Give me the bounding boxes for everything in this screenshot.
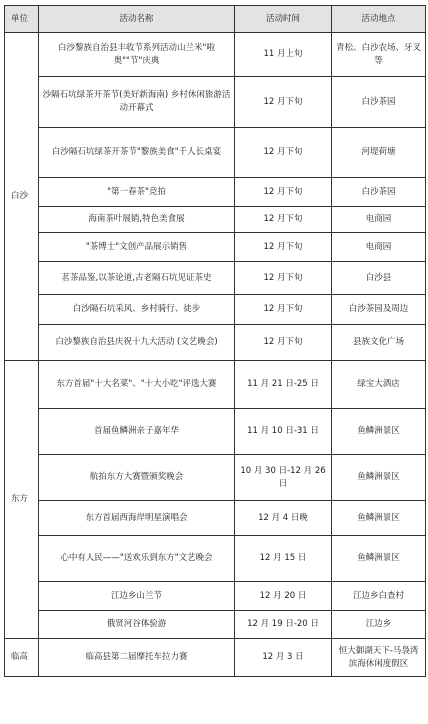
activity-name-cell: 航拍东方大赛暨颁奖晚会 [39, 455, 235, 501]
activity-name-cell: "茶博士"文创产品展示销售 [39, 233, 235, 262]
activity-name-cell: 心中有人民——"送欢乐到东方"文艺晚会 [39, 536, 235, 582]
activity-name-cell: 临高县第二届摩托车拉力赛 [39, 639, 235, 677]
activity-name-cell: 东方首届"十大名菜"、"十大小吃"评选大赛 [39, 361, 235, 409]
table-row [5, 501, 426, 536]
unit-cell-dongfang: 东方 [5, 361, 39, 639]
activity-time-cell: 12 月下旬 [235, 128, 332, 178]
table-row [5, 325, 426, 361]
activity-place-cell: 鱼鳞洲景区 [332, 455, 426, 501]
table-row [5, 233, 426, 262]
table-row [5, 178, 426, 207]
activity-place-cell: 鱼鳞洲景区 [332, 536, 426, 582]
activity-time-cell: 12 月下旬 [235, 178, 332, 207]
activity-time-cell: 12 月 20 日 [235, 582, 332, 611]
activity-name-cell: 茗茶品鉴,以茶论道,古老隔石坑见证茶史 [39, 262, 235, 295]
activity-time-cell: 12 月 15 日 [235, 536, 332, 582]
header-activity-time: 活动时间 [235, 6, 332, 33]
activity-place-cell: 电商园 [332, 207, 426, 233]
table-row [5, 361, 426, 409]
activity-place-cell: 白沙茶园 [332, 178, 426, 207]
activity-time-cell: 12 月下旬 [235, 295, 332, 325]
header-unit: 单位 [5, 6, 39, 33]
table-row [5, 409, 426, 455]
activity-name-cell: 江边乡山兰节 [39, 582, 235, 611]
activity-place-cell: 青松、白沙农场、牙叉等 [332, 33, 426, 77]
activity-time-cell: 12 月下旬 [235, 262, 332, 295]
table-row [5, 128, 426, 178]
activity-name-cell: 白沙隔石坑采风、乡村骑行、徒步 [39, 295, 235, 325]
activity-place-cell: 鱼鳞洲景区 [332, 409, 426, 455]
table-row [5, 207, 426, 233]
activity-name-cell: 白沙隔石坑绿茶开茶节"黎族美食"千人长桌宴 [39, 128, 235, 178]
activity-time-cell: 12 月 3 日 [235, 639, 332, 677]
table-row [5, 77, 426, 128]
table-row [5, 455, 426, 501]
unit-cell-lingao: 临高 [5, 639, 39, 677]
header-activity-place: 活动地点 [332, 6, 426, 33]
table-row [5, 33, 426, 77]
activity-place-cell: 绿宝大酒店 [332, 361, 426, 409]
activity-name-cell: 沙隔石坑绿茶开茶节(美好新海南) 乡村休闲旅游活动开幕式 [39, 77, 235, 128]
activity-time-cell: 12 月 19 日-20 日 [235, 611, 332, 639]
activity-place-cell: 白沙茶园及周边 [332, 295, 426, 325]
header-activity-name: 活动名称 [39, 6, 235, 33]
activity-time-cell: 12 月下旬 [235, 325, 332, 361]
activity-place-cell: 白沙茶园 [332, 77, 426, 128]
table-row [5, 262, 426, 295]
activity-schedule-table [4, 5, 426, 677]
activity-name-cell: 白沙黎族自治县丰收节系列活动山兰米"啦奥""节"庆典 [39, 33, 235, 77]
table-row [5, 639, 426, 677]
activity-time-cell: 12 月下旬 [235, 207, 332, 233]
activity-name-cell: 首届鱼鳞洲亲子嘉年华 [39, 409, 235, 455]
table-row [5, 611, 426, 639]
activity-time-cell: 11 月 10 日-31 日 [235, 409, 332, 455]
activity-name-cell: 俄贤河谷体验游 [39, 611, 235, 639]
activity-name-cell: 白沙黎族自治县庆祝十九大活动 (文艺晚会) [39, 325, 235, 361]
activity-name-cell: "第一春茶"竞拍 [39, 178, 235, 207]
activity-place-cell: 电商园 [332, 233, 426, 262]
activity-time-cell: 10 月 30 日-12 月 26 日 [235, 455, 332, 501]
activity-place-cell: 江边乡 [332, 611, 426, 639]
activity-place-cell: 白沙县 [332, 262, 426, 295]
unit-cell-baisha: 白沙 [5, 33, 39, 361]
activity-time-cell: 12 月下旬 [235, 77, 332, 128]
activity-time-cell: 12 月 4 日晚 [235, 501, 332, 536]
activity-time-cell: 11 月 21 日-25 日 [235, 361, 332, 409]
activity-name-cell: 海南茶叶展销,特色美食展 [39, 207, 235, 233]
activity-place-cell: 鱼鳞洲景区 [332, 501, 426, 536]
activity-place-cell: 河堤荷塘 [332, 128, 426, 178]
table-row [5, 582, 426, 611]
table-row [5, 536, 426, 582]
activity-name-cell: 东方首届西海岸明星演唱会 [39, 501, 235, 536]
activity-time-cell: 12 月下旬 [235, 233, 332, 262]
activity-place-cell: 江边乡白查村 [332, 582, 426, 611]
table-header-row [5, 6, 426, 33]
activity-place-cell: 县族文化广场 [332, 325, 426, 361]
activity-time-cell: 11 月上旬 [235, 33, 332, 77]
activity-place-cell: 恒大御湖天下-马袅湾滨海休闲度假区 [332, 639, 426, 677]
table-row [5, 295, 426, 325]
